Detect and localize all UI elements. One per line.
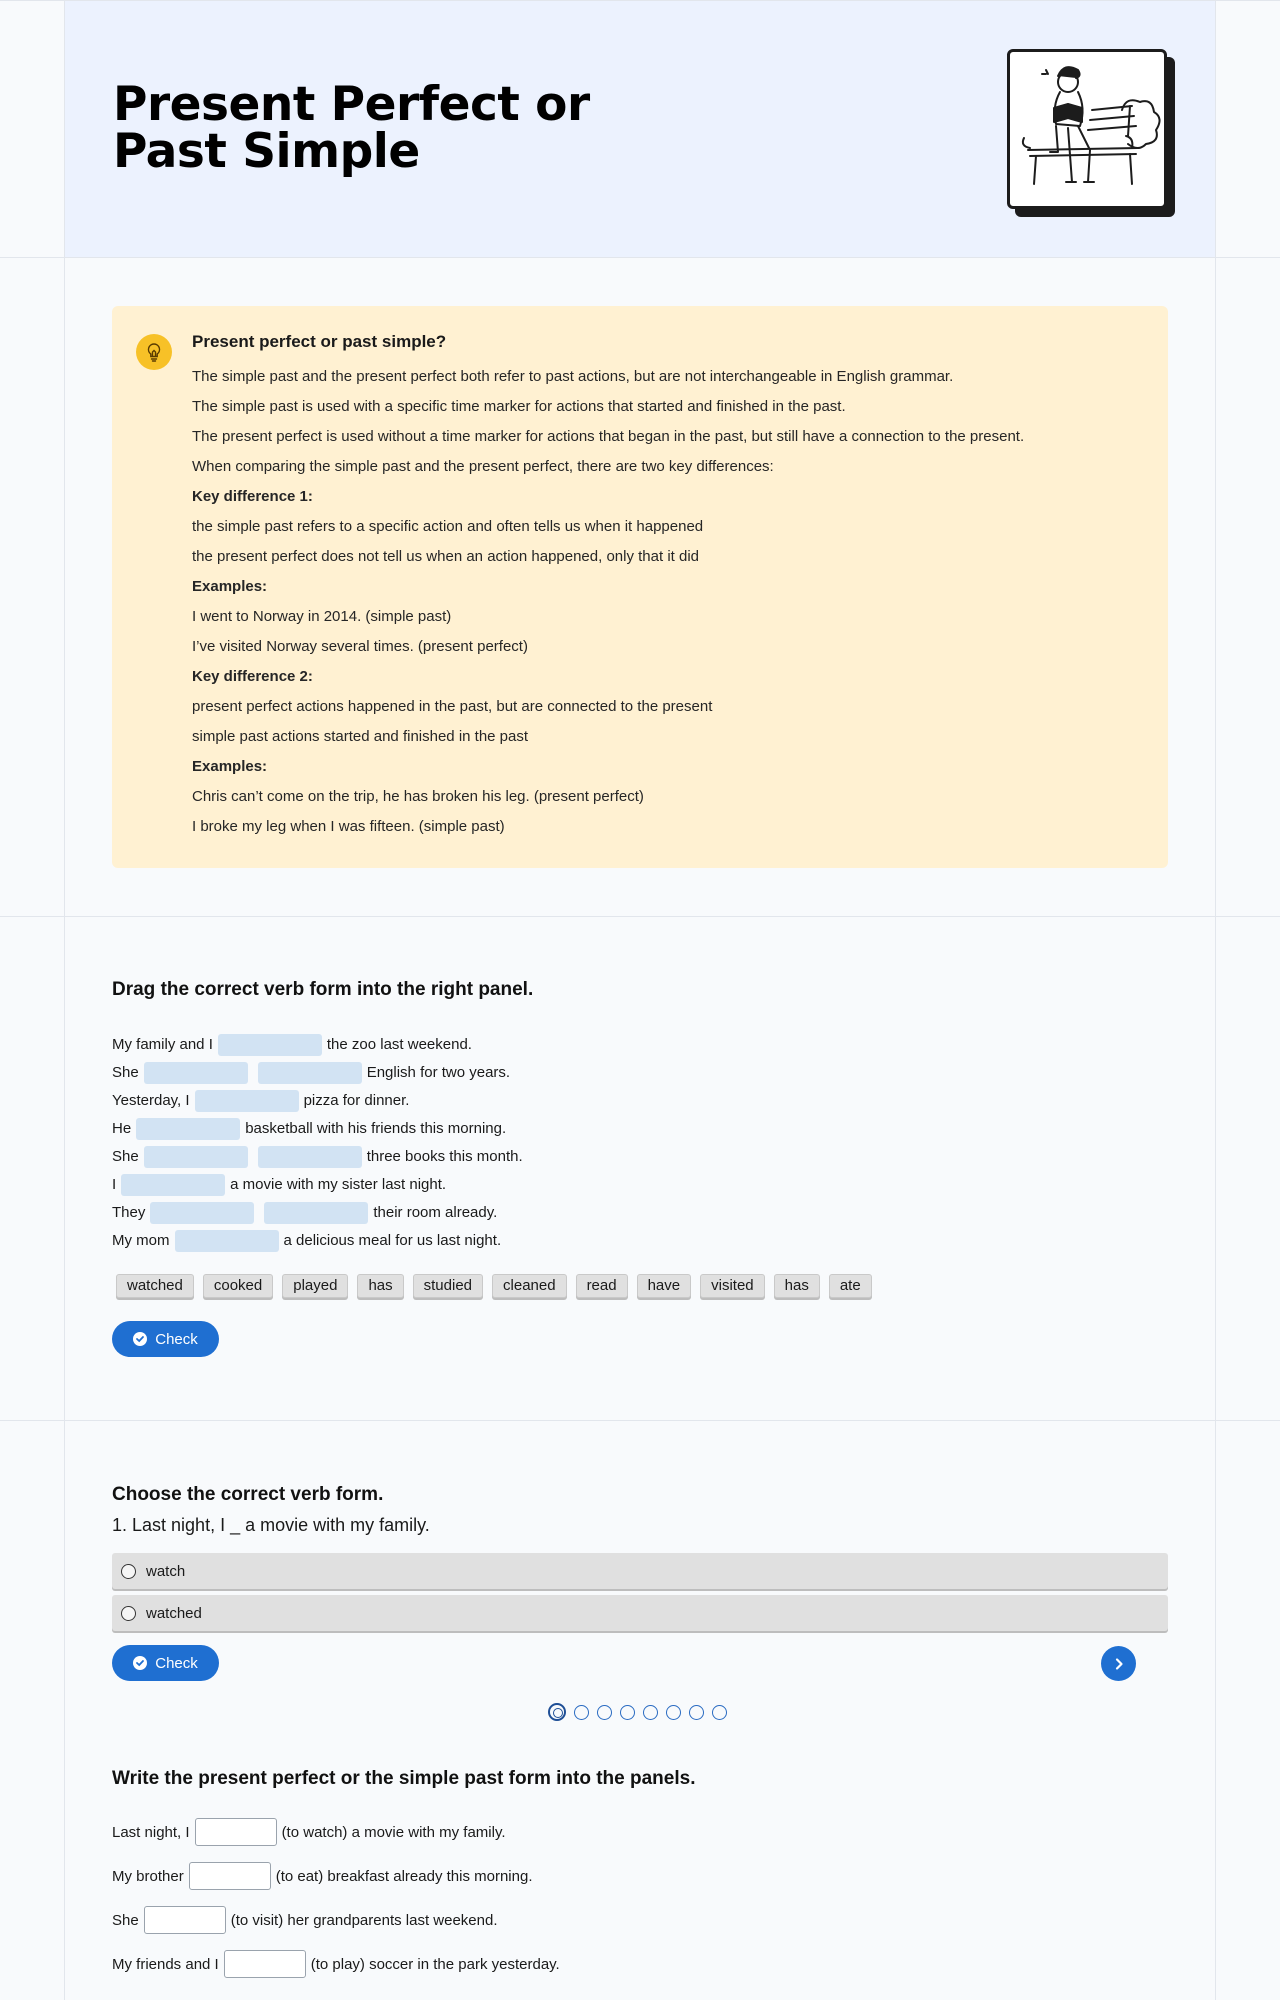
drop-slot[interactable] <box>258 1062 362 1084</box>
info-line: I went to Norway in 2014. (simple past) <box>192 608 452 625</box>
pagination-dot[interactable] <box>712 1705 727 1720</box>
info-line: Key difference 1: <box>192 488 313 505</box>
pagination-dot[interactable] <box>620 1705 635 1720</box>
sentence-text: She <box>112 1064 139 1081</box>
word-chip[interactable]: played <box>282 1274 348 1298</box>
info-line: The simple past and the present perfect both refer to past actions, but are not interchangeable in English grammar. <box>192 368 954 385</box>
sentence-text: (to visit) her grandparents last weekend. <box>230 1911 498 1929</box>
grid-line <box>0 257 1280 258</box>
sentence-text: a delicious meal for us last night. <box>283 1232 502 1249</box>
word-chip[interactable]: cooked <box>203 1274 273 1298</box>
sentence-text: (to watch) a movie with my family. <box>281 1823 506 1841</box>
pagination-dot[interactable] <box>643 1705 658 1720</box>
info-line: I’ve visited Norway several times. (present perfect) <box>192 638 528 655</box>
word-chip[interactable]: read <box>576 1274 628 1298</box>
word-chip[interactable]: have <box>637 1274 692 1298</box>
drag-sentence <box>112 1087 523 1115</box>
sentence-text: I <box>112 1176 117 1193</box>
write-sentence <box>112 1950 560 1978</box>
radio-button[interactable] <box>121 1564 136 1579</box>
sentence-text: the zoo last weekend. <box>326 1036 472 1053</box>
drag-sentence <box>112 1115 523 1143</box>
page-title: Present Perfect or Past Simple <box>113 77 590 179</box>
answer-input[interactable] <box>144 1906 226 1934</box>
info-line: The present perfect is used without a time marker for actions that began in the past, but still have a connection to the present. <box>192 428 1025 445</box>
grid-line <box>0 916 1280 917</box>
word-chip[interactable]: visited <box>700 1274 765 1298</box>
info-line: simple past actions started and finished in the past <box>192 728 529 745</box>
drop-slot[interactable] <box>144 1146 248 1168</box>
chevron-right-icon <box>1112 1657 1126 1671</box>
sentence-text: Yesterday, I <box>112 1092 190 1109</box>
write-sentence <box>112 1818 506 1846</box>
option-label: watch <box>146 1562 186 1580</box>
answer-input[interactable] <box>195 1818 277 1846</box>
sentence-text: their room already. <box>373 1204 498 1221</box>
pagination-dot[interactable] <box>574 1705 589 1720</box>
check-button[interactable] <box>112 1645 219 1681</box>
lightbulb-icon <box>136 334 172 370</box>
check-circle-icon <box>133 1332 147 1346</box>
word-chip[interactable]: has <box>357 1274 403 1298</box>
word-chip[interactable]: watched <box>116 1274 194 1298</box>
sentence-text: (to play) soccer in the park yesterday. <box>310 1955 560 1973</box>
word-chip[interactable]: cleaned <box>492 1274 567 1298</box>
mcq-option[interactable] <box>112 1553 1168 1589</box>
info-line: present perfect actions happened in the past, but are connected to the present <box>192 698 713 715</box>
grid-line <box>1215 0 1216 2000</box>
grid-line <box>0 1420 1280 1421</box>
info-title: Present perfect or past simple? <box>192 332 447 351</box>
sentence-text: a movie with my sister last night. <box>230 1176 447 1193</box>
pagination-dot[interactable] <box>666 1705 681 1720</box>
pagination-dot[interactable] <box>548 1703 566 1721</box>
person-reading-illustration <box>1007 49 1167 209</box>
info-line: Examples: <box>192 578 268 595</box>
check-button[interactable] <box>112 1321 219 1357</box>
drop-slot[interactable] <box>264 1202 368 1224</box>
choose-section-title: Choose the correct verb form. <box>112 1484 384 1505</box>
sentence-text: She <box>112 1148 139 1165</box>
sentence-text: They <box>112 1204 146 1221</box>
pagination-dot[interactable] <box>689 1705 704 1720</box>
sentence-text: He <box>112 1120 132 1137</box>
option-label: watched <box>146 1604 202 1622</box>
drag-section-title: Drag the correct verb form into the right panel. <box>112 979 534 1000</box>
write-section-title: Write the present perfect or the simple past form into the panels. <box>112 1768 696 1789</box>
sentence-text: She <box>112 1911 139 1929</box>
drop-slot[interactable] <box>195 1090 299 1112</box>
check-button-label: Check <box>155 1654 198 1672</box>
drop-slot[interactable] <box>218 1034 322 1056</box>
word-bank <box>116 1274 872 1298</box>
drag-sentence <box>112 1199 523 1227</box>
answer-input[interactable] <box>189 1862 271 1890</box>
write-sentence <box>112 1906 498 1934</box>
drop-slot[interactable] <box>258 1146 362 1168</box>
pagination-dots <box>548 1703 727 1721</box>
sentence-text: My mom <box>112 1232 170 1249</box>
drag-sentence <box>112 1143 523 1171</box>
info-line: I broke my leg when I was fifteen. (simple past) <box>192 818 505 835</box>
page-header <box>65 1 1215 257</box>
drag-sentences <box>112 1031 523 1255</box>
sentence-text: three books this month. <box>366 1148 523 1165</box>
sentence-text: My friends and I <box>112 1955 219 1973</box>
info-line: Key difference 2: <box>192 668 313 685</box>
sentence-text: (to eat) breakfast already this morning. <box>275 1867 533 1885</box>
drag-sentence <box>112 1059 523 1087</box>
drag-sentence <box>112 1227 523 1255</box>
radio-button[interactable] <box>121 1606 136 1621</box>
mcq-option[interactable] <box>112 1595 1168 1631</box>
drop-slot[interactable] <box>136 1118 240 1140</box>
word-chip[interactable]: studied <box>413 1274 483 1298</box>
info-line: Chris can’t come on the trip, he has broken his leg. (present perfect) <box>192 788 644 805</box>
mcq-question: 1. Last night, I _ a movie with my family. <box>112 1515 430 1535</box>
info-line: Examples: <box>192 758 268 775</box>
info-lines <box>192 362 1132 842</box>
word-chip[interactable]: has <box>774 1274 820 1298</box>
drag-sentence <box>112 1171 523 1199</box>
pagination-dot[interactable] <box>597 1705 612 1720</box>
word-chip[interactable]: ate <box>829 1274 872 1298</box>
drop-slot[interactable] <box>175 1230 279 1252</box>
info-line: the present perfect does not tell us when an action happened, only that it did <box>192 548 700 565</box>
drop-slot[interactable] <box>121 1174 225 1196</box>
check-button-label: Check <box>155 1330 198 1348</box>
drop-slot[interactable] <box>144 1062 248 1084</box>
grammar-info-box <box>112 306 1168 868</box>
info-line: When comparing the simple past and the present perfect, there are two key differences: <box>192 458 774 475</box>
info-line: The simple past is used with a specific time marker for actions that started and finished in the past. <box>192 398 846 415</box>
next-question-button[interactable] <box>1101 1646 1136 1681</box>
sentence-text: English for two years. <box>366 1064 511 1081</box>
info-line: the simple past refers to a specific action and often tells us when it happened <box>192 518 704 535</box>
write-sentence <box>112 1862 533 1890</box>
answer-input[interactable] <box>224 1950 306 1978</box>
drop-slot[interactable] <box>150 1202 254 1224</box>
sentence-text: My family and I <box>112 1036 213 1053</box>
sentence-text: basketball with his friends this morning. <box>245 1120 507 1137</box>
drag-sentence <box>112 1031 523 1059</box>
sentence-text: pizza for dinner. <box>303 1092 410 1109</box>
grid-line <box>64 0 65 2000</box>
check-circle-icon <box>133 1656 147 1670</box>
sentence-text: Last night, I <box>112 1823 190 1841</box>
sentence-text: My brother <box>112 1867 184 1885</box>
